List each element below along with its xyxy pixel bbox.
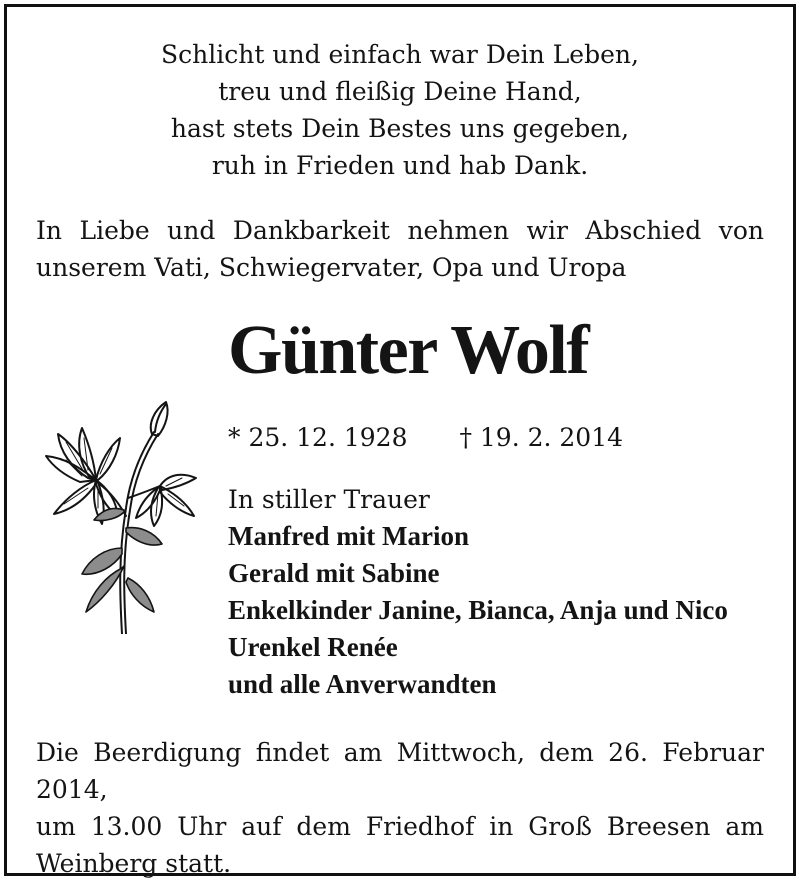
- mourning-heading: In stiller Trauer: [228, 485, 430, 514]
- poem-line-3: hast stets Dein Bestes uns gegeben,: [170, 114, 630, 143]
- funeral-line-1: Die Beerdigung findet am Mittwoch, dem 26. Februar 2014,: [36, 738, 764, 804]
- deceased-name: Günter Wolf: [228, 312, 589, 389]
- poem-line-4: ruh in Frieden und hab Dank.: [211, 151, 589, 180]
- mourner-name: Gerald mit Sabine: [228, 558, 440, 588]
- birth-date: * 25. 12. 1928: [228, 423, 408, 452]
- mourner-name: Enkelkinder Janine, Bianca, Anja und Nico: [228, 595, 728, 625]
- mourner-name: Urenkel Renée: [228, 632, 398, 662]
- intro-line-1: In Liebe und Dankbarkeit nehmen wir Abschied von: [36, 216, 764, 245]
- mourner-name: Manfred mit Marion: [228, 521, 469, 551]
- farewell-intro: [36, 212, 764, 286]
- funeral-line-2: um 13.00 Uhr auf dem Friedhof in Groß Breesen am: [36, 812, 764, 841]
- poem-line-2: treu und fleißig Deine Hand,: [218, 77, 582, 106]
- poem: [0, 36, 800, 184]
- funeral-notice: [36, 734, 764, 882]
- mourner-name: und alle Anverwandten: [228, 669, 497, 699]
- life-dates: [228, 419, 623, 456]
- lily-flower-icon: [36, 398, 200, 634]
- death-date: † 19. 2. 2014: [459, 423, 624, 452]
- intro-line-2: unserem Vati, Schwiegervater, Opa und Uropa: [36, 253, 627, 282]
- poem-line-1: Schlicht und einfach war Dein Leben,: [161, 40, 639, 69]
- mourners-block: [228, 481, 728, 703]
- funeral-line-3: Weinberg statt.: [36, 849, 232, 878]
